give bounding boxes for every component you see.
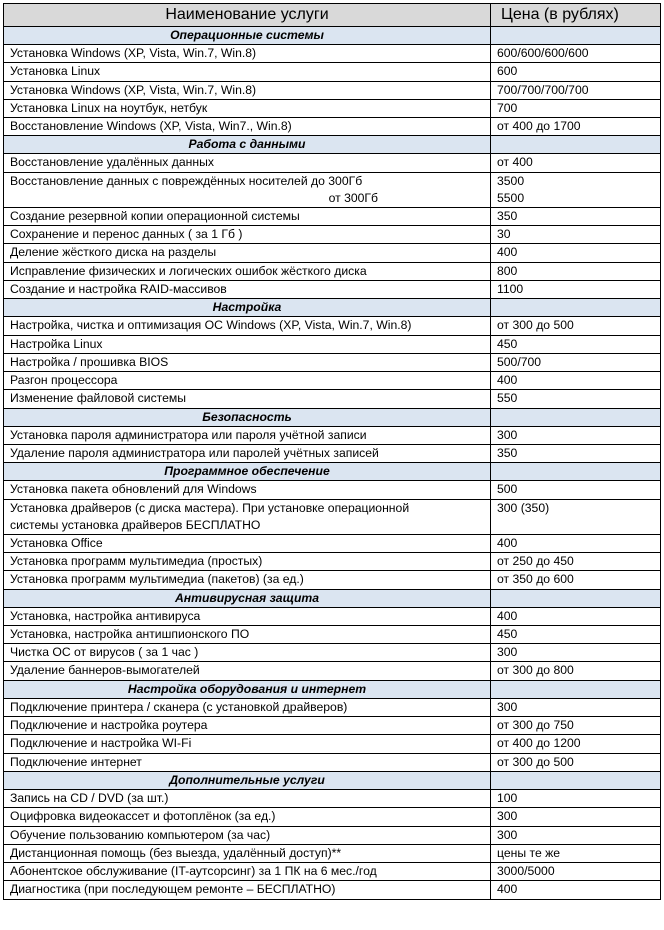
- table-row: [4, 317, 661, 335]
- service-name-cell: [4, 844, 491, 862]
- category-title: Программное обеспечение: [4, 463, 491, 481]
- price-cell: [491, 735, 661, 753]
- service-name: Изменение файловой системы: [10, 391, 187, 406]
- service-name-cell: [4, 644, 491, 662]
- service-name: Восстановление Windows (XP, Vista, Win7., Win.8): [10, 119, 292, 134]
- price-cell: [491, 481, 661, 499]
- service-name-cell: [4, 207, 491, 225]
- category-row: [4, 589, 661, 607]
- service-name-cell: [4, 118, 491, 136]
- price-cell: [491, 372, 661, 390]
- category-row: [4, 27, 661, 45]
- service-name-cell: [4, 317, 491, 335]
- table-row: [4, 826, 661, 844]
- price-value: 400: [497, 608, 518, 623]
- service-name: Чистка ОС от вирусов ( за 1 час ): [10, 645, 199, 660]
- price-cell: [491, 335, 661, 353]
- table-row: [4, 844, 661, 862]
- price-value: 350: [497, 208, 518, 223]
- price-cell: [491, 426, 661, 444]
- service-name-line2: от 300Гб: [328, 190, 378, 205]
- price-value: от 300 до 750: [497, 718, 574, 733]
- table-row: [4, 207, 661, 225]
- price-cell: [491, 534, 661, 552]
- service-name: Исправление физических и логических ошибок жёсткого диска: [10, 263, 367, 278]
- price-value: от 300 до 800: [497, 663, 574, 678]
- table-row: [4, 63, 661, 81]
- table-row: [4, 789, 661, 807]
- table-row: [4, 353, 661, 371]
- category-title: Антивирусная защита: [4, 589, 491, 607]
- price-value: 600: [497, 64, 518, 79]
- service-name: Настройка / прошивка BIOS: [10, 354, 169, 369]
- price-cell: [491, 753, 661, 771]
- price-cell: [491, 244, 661, 262]
- price-value: 600/600/600/600: [497, 46, 589, 60]
- service-name: Восстановление удалённых данных: [10, 155, 214, 170]
- service-name: Установка Linux: [10, 64, 101, 79]
- service-name-cell: [4, 717, 491, 735]
- service-name-cell: [4, 226, 491, 244]
- price-cell: [491, 118, 661, 136]
- table-row: [4, 99, 661, 117]
- service-name: Подключение и настройка роутера: [10, 718, 208, 733]
- service-name: Обучение пользованию компьютером (за час): [10, 827, 271, 842]
- service-name-cell: [4, 445, 491, 463]
- table-row: [4, 426, 661, 444]
- service-name: Установка Windows (XP, Vista, Win.7, Win.8): [10, 46, 257, 60]
- price-value: 800: [497, 263, 518, 278]
- price-cell: [491, 662, 661, 680]
- price-value: 400: [497, 245, 518, 260]
- price-list-table: [3, 3, 661, 900]
- price-value: 400: [497, 535, 518, 550]
- price-value: 700: [497, 100, 518, 115]
- service-name: Восстановление данных с повреждённых носителей до 300Гб: [10, 173, 363, 188]
- category-row: [4, 463, 661, 481]
- price-cell: [491, 317, 661, 335]
- table-row: [4, 717, 661, 735]
- service-name-cell: [4, 262, 491, 280]
- price-cell: [491, 552, 661, 570]
- price-value: 300: [497, 699, 518, 714]
- price-value: от 400: [497, 155, 533, 170]
- service-name-cell: [4, 881, 491, 899]
- category-row: [4, 771, 661, 789]
- service-name: Установка программ мультимедиа (простых): [10, 553, 263, 568]
- service-name: Установка пароля администратора или пароля учётной записи: [10, 427, 367, 442]
- price-value: 450: [497, 336, 518, 351]
- service-name-cell: [4, 172, 491, 207]
- service-name-cell: [4, 789, 491, 807]
- category-price-cell: [491, 136, 661, 154]
- price-cell: [491, 607, 661, 625]
- category-title: Работа с данными: [4, 136, 491, 154]
- service-name: Установка Office: [10, 535, 103, 550]
- service-name: Оцифровка видеокассет и фотоплёнок (за ед.): [10, 809, 276, 824]
- service-name: Подключение интернет: [10, 754, 142, 769]
- service-name-cell: [4, 625, 491, 643]
- service-name-cell: [4, 499, 491, 534]
- table-row: [4, 445, 661, 463]
- price-value: 30: [497, 227, 511, 242]
- service-name: Установка программ мультимедиа (пакетов) (за ед.): [10, 572, 304, 587]
- service-name-cell: [4, 335, 491, 353]
- service-name: Дистанционная помощь (без выезда, удалённый доступ)**: [10, 845, 342, 860]
- service-name-cell: [4, 390, 491, 408]
- service-name: Создание и настройка RAID-массивов: [10, 281, 227, 296]
- service-name-cell: [4, 481, 491, 499]
- service-name-cell: [4, 753, 491, 771]
- table-row: [4, 390, 661, 408]
- price-value: 3000/5000: [497, 864, 555, 879]
- price-value: 700/700/700/700: [497, 82, 589, 97]
- price-value: 300: [497, 809, 518, 824]
- price-value-line2: 5500: [497, 190, 525, 205]
- table-row: [4, 244, 661, 262]
- table-row: [4, 552, 661, 570]
- price-cell: [491, 390, 661, 408]
- price-value: 400: [497, 373, 518, 388]
- table-row: [4, 698, 661, 716]
- service-name: Установка Linux на ноутбук, нетбук: [10, 100, 208, 115]
- table-row: [4, 607, 661, 625]
- table-row: [4, 625, 661, 643]
- service-name: Удаление пароля администратора или паролей учётных записей: [10, 446, 379, 461]
- service-name-cell: [4, 81, 491, 99]
- service-name: Удаление баннеров-вымогателей: [10, 663, 200, 678]
- category-title: Дополнительные услуги: [4, 771, 491, 789]
- price-value: от 300 до 500: [497, 318, 574, 333]
- service-name: Диагностика (при последующем ремонте – БЕСПЛАТНО): [10, 882, 336, 897]
- service-name: Подключение и настройка WI-Fi: [10, 736, 192, 751]
- table-row: [4, 863, 661, 881]
- price-cell: [491, 717, 661, 735]
- category-price-cell: [491, 27, 661, 45]
- price-cell: [491, 81, 661, 99]
- price-cell: [491, 172, 661, 207]
- service-name-cell: [4, 826, 491, 844]
- service-column-header: Наименование услуги: [4, 4, 491, 27]
- price-cell: [491, 262, 661, 280]
- table-row: [4, 644, 661, 662]
- service-name-cell: [4, 154, 491, 172]
- price-value: от 400 до 1200: [497, 736, 581, 751]
- service-name: Подключение принтера / сканера (с установкой драйверов): [10, 699, 348, 714]
- table-row: [4, 335, 661, 353]
- table-row: [4, 481, 661, 499]
- price-cell: [491, 280, 661, 298]
- service-name: Разгон процессора: [10, 373, 118, 388]
- table-row: [4, 808, 661, 826]
- service-name-line2: системы установка драйверов БЕСПЛАТНО: [10, 517, 261, 532]
- table-row: [4, 571, 661, 589]
- price-value: 550: [497, 391, 518, 406]
- price-value: 500/700: [497, 354, 542, 369]
- category-row: [4, 299, 661, 317]
- service-name-cell: [4, 662, 491, 680]
- service-name-cell: [4, 426, 491, 444]
- table-row: [4, 226, 661, 244]
- price-value: 300 (350): [497, 500, 550, 515]
- service-name: Запись на CD / DVD (за шт.): [10, 790, 169, 805]
- price-cell: [491, 881, 661, 899]
- price-value: 100: [497, 790, 518, 805]
- service-name-cell: [4, 607, 491, 625]
- category-title: Безопасность: [4, 408, 491, 426]
- price-cell: [491, 63, 661, 81]
- service-name-cell: [4, 372, 491, 390]
- category-title: Настройка оборудования и интернет: [4, 680, 491, 698]
- service-name: Установка, настройка антивируса: [10, 608, 201, 623]
- price-cell: [491, 826, 661, 844]
- price-cell: [491, 353, 661, 371]
- price-cell: [491, 207, 661, 225]
- service-name: Настройка Linux: [10, 336, 103, 351]
- price-value: 400: [497, 882, 518, 897]
- table-row: [4, 262, 661, 280]
- table-row: [4, 118, 661, 136]
- table-row: [4, 45, 661, 63]
- table-row: [4, 534, 661, 552]
- category-price-cell: [491, 463, 661, 481]
- table-row: [4, 753, 661, 771]
- price-value: цены те же: [497, 845, 561, 860]
- price-value: от 250 до 450: [497, 553, 574, 568]
- category-price-cell: [491, 589, 661, 607]
- price-cell: [491, 154, 661, 172]
- price-value: 3500: [497, 173, 525, 188]
- price-value: 300: [497, 645, 518, 660]
- price-cell: [491, 499, 661, 534]
- price-column-header: Цена (в рублях): [491, 4, 661, 27]
- category-price-cell: [491, 299, 661, 317]
- price-value: от 350 до 600: [497, 572, 574, 587]
- price-value: 450: [497, 626, 518, 641]
- service-name-cell: [4, 863, 491, 881]
- category-title: Настройка: [4, 299, 491, 317]
- service-name-cell: [4, 698, 491, 716]
- table-row: [4, 372, 661, 390]
- price-value: от 400 до 1700: [497, 119, 581, 134]
- price-cell: [491, 644, 661, 662]
- price-cell: [491, 45, 661, 63]
- price-value: от 300 до 500: [497, 754, 574, 769]
- table-row: [4, 881, 661, 899]
- service-name-cell: [4, 808, 491, 826]
- service-name: Создание резервной копии операционной системы: [10, 208, 300, 223]
- price-cell: [491, 698, 661, 716]
- service-name: Установка драйверов (с диска мастера). При установке операционной: [10, 500, 410, 515]
- price-cell: [491, 808, 661, 826]
- price-cell: [491, 99, 661, 117]
- price-value: 300: [497, 427, 518, 442]
- service-name: Сохранение и перенос данных ( за 1 Гб ): [10, 227, 243, 242]
- category-price-cell: [491, 680, 661, 698]
- table-row: [4, 280, 661, 298]
- service-name-cell: [4, 99, 491, 117]
- service-name-cell: [4, 63, 491, 81]
- price-cell: [491, 226, 661, 244]
- price-cell: [491, 844, 661, 862]
- table-row: [4, 172, 661, 207]
- price-cell: [491, 863, 661, 881]
- price-value: 1100: [497, 281, 524, 296]
- table-row: [4, 735, 661, 753]
- price-value: 350: [497, 446, 518, 461]
- price-list-body: [4, 27, 661, 900]
- category-row: [4, 680, 661, 698]
- service-name-cell: [4, 571, 491, 589]
- price-cell: [491, 445, 661, 463]
- price-value: 300: [497, 827, 518, 842]
- price-value: 500: [497, 482, 518, 497]
- category-price-cell: [491, 408, 661, 426]
- service-name-cell: [4, 353, 491, 371]
- service-name: Установка Windows (XP, Vista, Win.7, Win.8): [10, 82, 257, 97]
- service-name: Абонентское обслуживание (IT-аутсорсинг) за 1 ПК на 6 мес./год: [10, 864, 377, 879]
- service-name-cell: [4, 552, 491, 570]
- category-row: [4, 408, 661, 426]
- service-name-cell: [4, 534, 491, 552]
- price-cell: [491, 789, 661, 807]
- table-row: [4, 154, 661, 172]
- category-title: Операционные системы: [4, 27, 491, 45]
- service-name-cell: [4, 244, 491, 262]
- service-name: Деление жёсткого диска на разделы: [10, 245, 217, 260]
- table-row: [4, 81, 661, 99]
- service-name: Установка, настройка антишпионского ПО: [10, 626, 250, 641]
- service-name-cell: [4, 280, 491, 298]
- table-row: [4, 499, 661, 534]
- service-name: Установка пакета обновлений для Windows: [10, 482, 257, 497]
- service-name-cell: [4, 735, 491, 753]
- price-cell: [491, 571, 661, 589]
- service-name: Настройка, чистка и оптимизация ОС Windows (XP, Vista, Win.7, Win.8): [10, 318, 412, 333]
- category-price-cell: [491, 771, 661, 789]
- table-row: [4, 662, 661, 680]
- category-row: [4, 136, 661, 154]
- price-cell: [491, 625, 661, 643]
- service-name-cell: [4, 45, 491, 63]
- table-header-row: [4, 4, 661, 27]
